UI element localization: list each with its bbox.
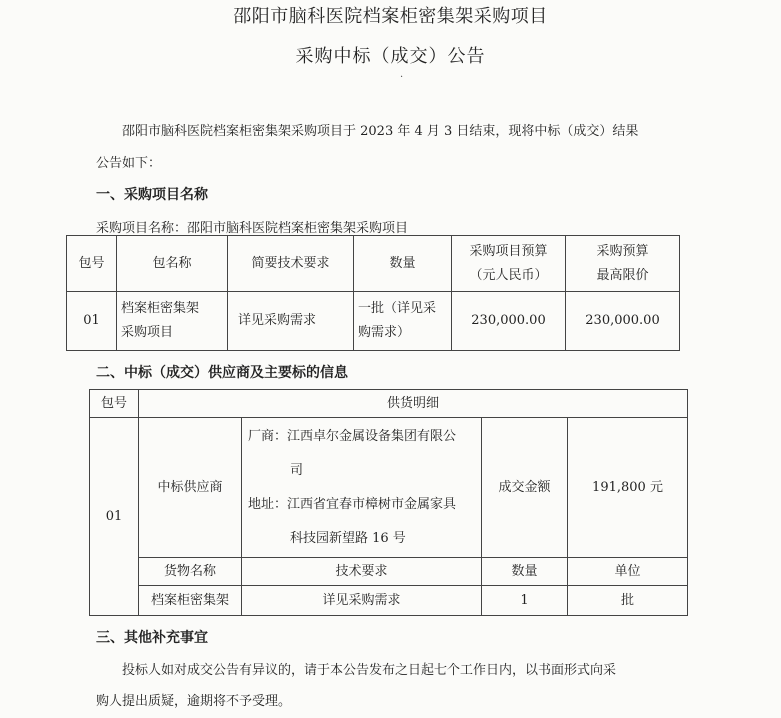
cell-qty-l2: 购需求） [358,325,411,340]
cell-pkg-name-l2: 采购项目 [121,325,174,340]
header-budget-l2: （元人民币） [469,267,548,283]
header-budget-l1: 采购项目预算 [469,243,548,259]
header-max-l1: 采购预算 [596,243,649,259]
cell-qty-l1: 一批（详见采 [358,301,437,316]
header-max-l2: 最高限价 [596,267,649,283]
t2-tech: 详见采购需求 [242,586,482,616]
intro-line-2: 公告如下： [96,156,162,171]
t2-amount: 191,800 元 [568,418,688,558]
section-2-heading: 二、中标（成交）供应商及主要标的信息 [96,365,348,381]
dot-mark: · [400,72,404,83]
header-tech: 简要技术要求 [228,236,354,292]
cell-pkg: 01 [67,292,117,351]
t2-addr-l2: 科技园新望路 16 号 [290,530,406,546]
cell-pkg-name-l1: 档案柜密集架 [121,301,200,316]
header-max-price [566,236,680,292]
header-pkg: 包号 [67,236,117,292]
project-name-line: 采购项目名称：邵阳市脑科医院档案柜密集架采购项目 [96,221,409,236]
t2-unit-header: 单位 [568,558,688,586]
section-1-heading: 一、采购项目名称 [96,187,208,203]
t2-amount-label: 成交金额 [482,418,568,558]
header-pkg-name: 包名称 [117,236,228,292]
cell-qty [354,292,452,351]
header-qty: 数量 [354,236,452,292]
t2-goods-header: 货物名称 [139,558,242,586]
t2-header-detail: 供货明细 [139,390,688,418]
cell-pkg-name [117,292,228,351]
t2-cell-pkg: 01 [90,418,139,616]
t2-qty-header: 数量 [482,558,568,586]
title-line-1: 邵阳市脑科医院档案柜密集架采购项目 [233,6,548,27]
t2-goods: 档案柜密集架 [139,586,242,616]
notice-para-l1: 投标人如对成交公告有异议的，请于本公告发布之日起七个工作日内，以书面形式向采 [122,663,617,678]
notice-para-l2: 购人提出质疑，逾期将不予受理。 [96,694,292,709]
t2-maker-l2: 司 [290,462,304,478]
t2-maker-l1: 厂商：江西卓尔金属设备集团有限公 [248,428,457,444]
cell-budget: 230,000.00 [452,292,566,351]
supplier-table [89,389,688,616]
t2-supplier-label: 中标供应商 [139,418,242,558]
intro-line-1: 邵阳市脑科医院档案柜密集架采购项目于 2023 年 4 月 3 日结束，现将中标（成交）结果 [122,124,639,139]
t2-tech-header: 技术要求 [242,558,482,586]
t2-unit: 批 [568,586,688,616]
cell-tech: 详见采购需求 [228,292,354,351]
t2-header-pkg: 包号 [90,390,139,418]
cell-max-price: 230,000.00 [566,292,680,351]
header-budget [452,236,566,292]
project-table [66,235,680,351]
t2-supplier-info [242,418,482,558]
title-line-2: 采购中标（成交）公告 [295,46,486,67]
t2-addr-l1: 地址：江西省宜春市樟树市金属家具 [248,496,457,512]
section-3-heading: 三、其他补充事宜 [96,630,208,646]
t2-qty: 1 [482,586,568,616]
